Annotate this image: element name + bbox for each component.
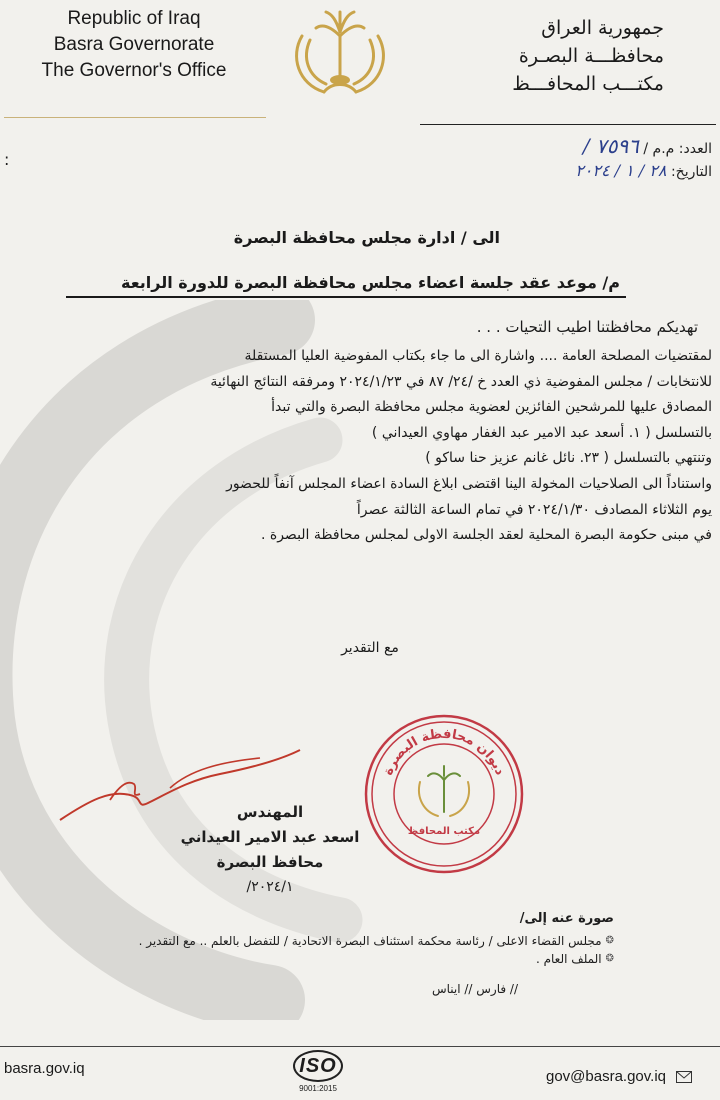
- header-governorate-ar: محافظـــة البصـرة: [518, 45, 664, 67]
- mail-icon: [676, 1071, 692, 1083]
- letter-subject: م/ موعد عقد جلسة اعضاء مجلس محافظة البصرة للدورة الرابعة: [121, 273, 620, 292]
- header-arabic: [444, 14, 664, 98]
- copies-initials: // فارس // ايناس: [431, 982, 518, 996]
- reference-number-label: العدد: م.م /: [643, 141, 712, 157]
- reference-date-value: ٢٨ / ١ / ٢٠٢٤: [575, 161, 667, 180]
- header-english: [14, 6, 254, 84]
- signer-block: [170, 800, 370, 900]
- letter-regards: مع التقدير: [341, 640, 399, 656]
- bullet-icon: ❂: [605, 935, 614, 946]
- header-country-ar: جمهورية العراق: [541, 17, 664, 39]
- body-line: واستناداً الى الصلاحيات المخولة الينا اقتضى ابلاغ السادة اعضاء المجلس آنفاً للحضور: [226, 475, 712, 492]
- header-governorate: Basra Governorate: [53, 34, 215, 55]
- body-line: المصادق عليها للمرشحين الفائزين لعضوية مجلس محافظة البصرة والتي تبدأ: [271, 399, 712, 416]
- footer-website-link[interactable]: basra.gov.iq: [4, 1060, 85, 1077]
- signer-title: المهندس: [236, 803, 304, 821]
- body-line: يوم الثلاثاء المصادف ٢٠٢٤/١/٣٠ في تمام الساعة الثالثة عصراً: [356, 501, 712, 518]
- letter-addressee: الى / ادارة مجلس محافظة البصرة: [233, 228, 500, 247]
- bullet-icon: ❂: [605, 953, 614, 964]
- svg-text:ديوان محافظة البصرة: ديوان محافظة البصرة: [380, 726, 508, 778]
- copies-item-text: الملف العام .: [535, 952, 602, 966]
- body-line: بالتسلسل ( ١. أسعد عبد الامير عبد الغفار مهاوي العيداني ): [371, 424, 712, 441]
- signer-name: اسعد عبد الامير العيداني: [180, 828, 360, 846]
- header-office: The Governor's Office: [41, 60, 227, 81]
- header-divider-right: [420, 124, 716, 125]
- body-line: وتنتهي بالتسلسل ( ٢٣. نائل غانم عزيز حنا ساكو ): [425, 450, 712, 467]
- letter-body: [12, 344, 712, 549]
- body-line: لمقتضيات المصلحة العامة .... واشارة الى ما جاء بكتاب المفوضية العليا المستقلة: [244, 348, 712, 364]
- reference-date-label: التاريخ:: [670, 164, 712, 180]
- subject-underline: [66, 296, 626, 298]
- footer-divider: [0, 1046, 720, 1047]
- header-divider-left: [4, 117, 266, 118]
- iso-standard: 9001:2015: [299, 1084, 337, 1093]
- header-country: Republic of Iraq: [67, 8, 201, 29]
- official-seal-stamp: [362, 712, 526, 876]
- letter-greeting: تهديكم محافظتنا اطيب التحيات . . .: [476, 318, 698, 336]
- copies-title: صورة عنه إلى/: [519, 911, 614, 926]
- copies-item: [14, 932, 614, 950]
- svg-text:مكتب المحافظ: مكتب المحافظ: [407, 826, 481, 837]
- reference-number-value: ٧٥٩٦ /: [582, 134, 639, 158]
- header-office-ar: مكتـــب المحافـــظ: [512, 73, 664, 95]
- signer-date: ٢٠٢٤/١/: [246, 879, 294, 895]
- reference-block: [472, 135, 712, 183]
- copies-item-text: مجلس القضاء الاعلى / رئاسة محكمة استئناف البصرة الاتحادية / للتفضل بالعلم .. مع التقدير .: [138, 934, 602, 948]
- copies-block: [14, 910, 614, 998]
- governorate-emblem-icon: [280, 6, 400, 106]
- signer-position: محافظ البصرة: [216, 853, 324, 871]
- iso-certification-badge: [288, 1050, 348, 1093]
- margin-mark: :: [4, 150, 10, 169]
- copies-item: [14, 950, 614, 968]
- body-line: للانتخابات / مجلس المفوضية ذي العدد خ /٢٤/ ٨٧ في ٢٠٢٤/١/٢٣ ومرفقه النتائج النهائية: [210, 373, 712, 390]
- footer-email-link[interactable]: gov@basra.gov.iq: [545, 1068, 666, 1085]
- iso-logo: ISO: [293, 1050, 343, 1082]
- body-line: في مبنى حكومة البصرة المحلية لعقد الجلسة الاولى لمجلس محافظة البصرة .: [260, 527, 712, 544]
